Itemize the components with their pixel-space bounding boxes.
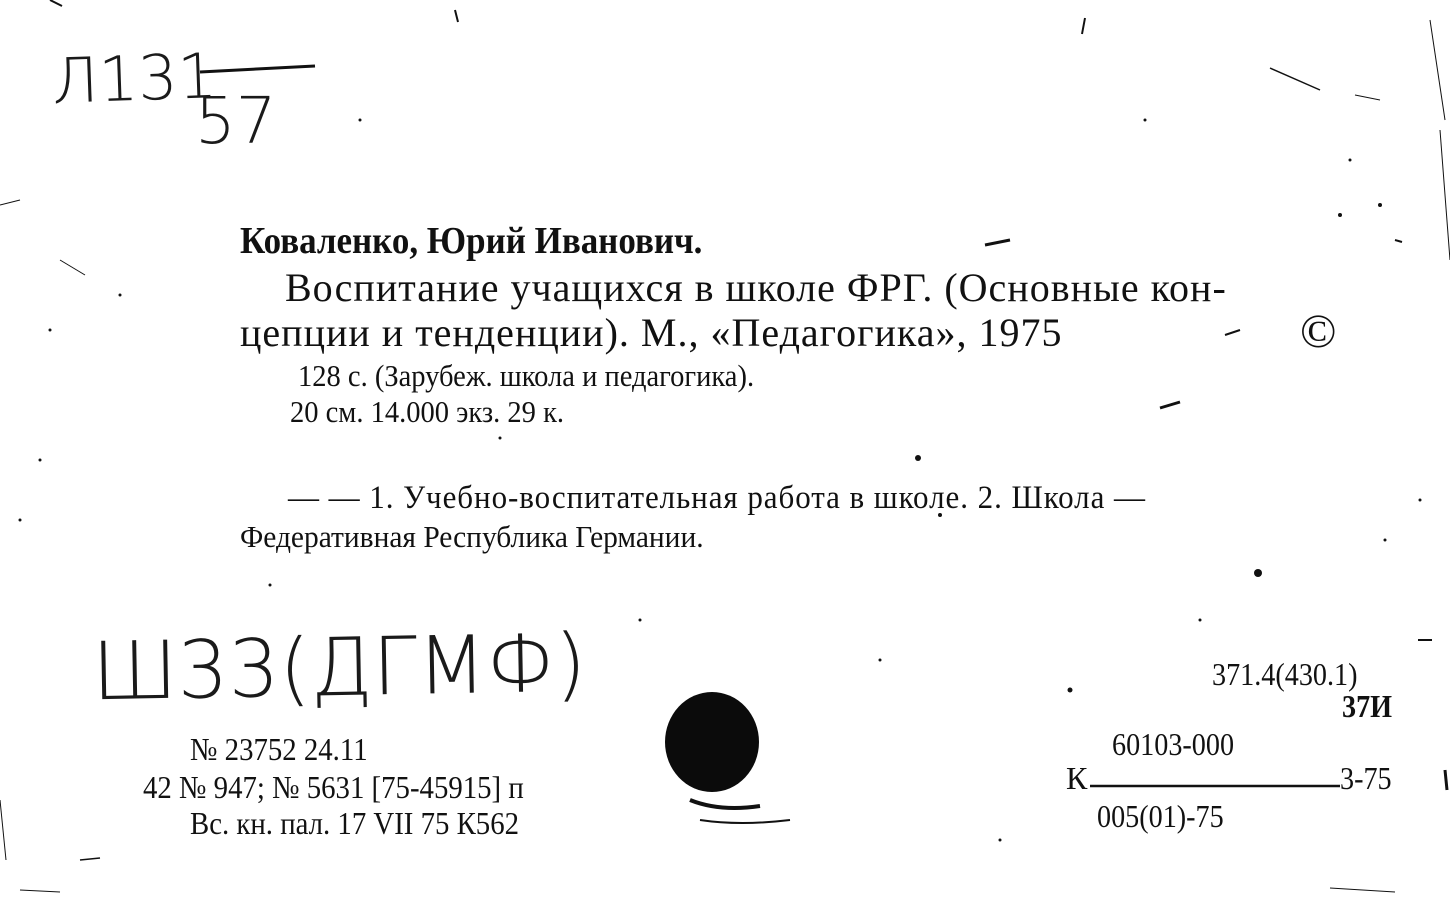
subject-line-1: — — 1. Учебно-воспитательная работа в школе. 2. Школа —: [288, 480, 1146, 516]
price-code-denominator: 005(01)-75: [1097, 798, 1224, 834]
price-code-numerator: 60103-000: [1112, 726, 1235, 762]
title-line-1: Воспитание учащихся в школе ФРГ. (Основные кон-: [285, 265, 1227, 310]
shelfmark-top: Л131: [50, 39, 219, 118]
print-info-line-1: № 23752 24.11: [190, 731, 368, 767]
copyright-symbol: ©: [1300, 305, 1337, 358]
author-heading: Коваленко, Юрий Иванович.: [240, 220, 703, 262]
author-sign: 37И: [1342, 688, 1393, 724]
handwritten-code: Ш33(ДГМФ): [91, 616, 587, 719]
collation-line-2: 20 см. 14.000 экз. 29 к.: [290, 394, 565, 429]
collation-line-1: 128 с. (Зарубеж. школа и педагогика).: [298, 358, 755, 393]
udc-index: 371.4(430.1): [1212, 656, 1358, 692]
price-code-suffix: 3-75: [1340, 760, 1392, 796]
print-info-line-2: 42 № 947; № 5631 [75-45915] п: [143, 769, 524, 805]
price-code-prefix: К: [1066, 760, 1088, 796]
print-info-line-3: Вс. кн. пал. 17 VII 75 К562: [190, 805, 520, 841]
shelfmark-bottom: 57: [195, 85, 277, 159]
title-line-2: цепции и тенденции). М., «Педагогика», 1975: [240, 310, 1063, 355]
subject-line-2: Федеративная Республика Германии.: [240, 519, 704, 554]
